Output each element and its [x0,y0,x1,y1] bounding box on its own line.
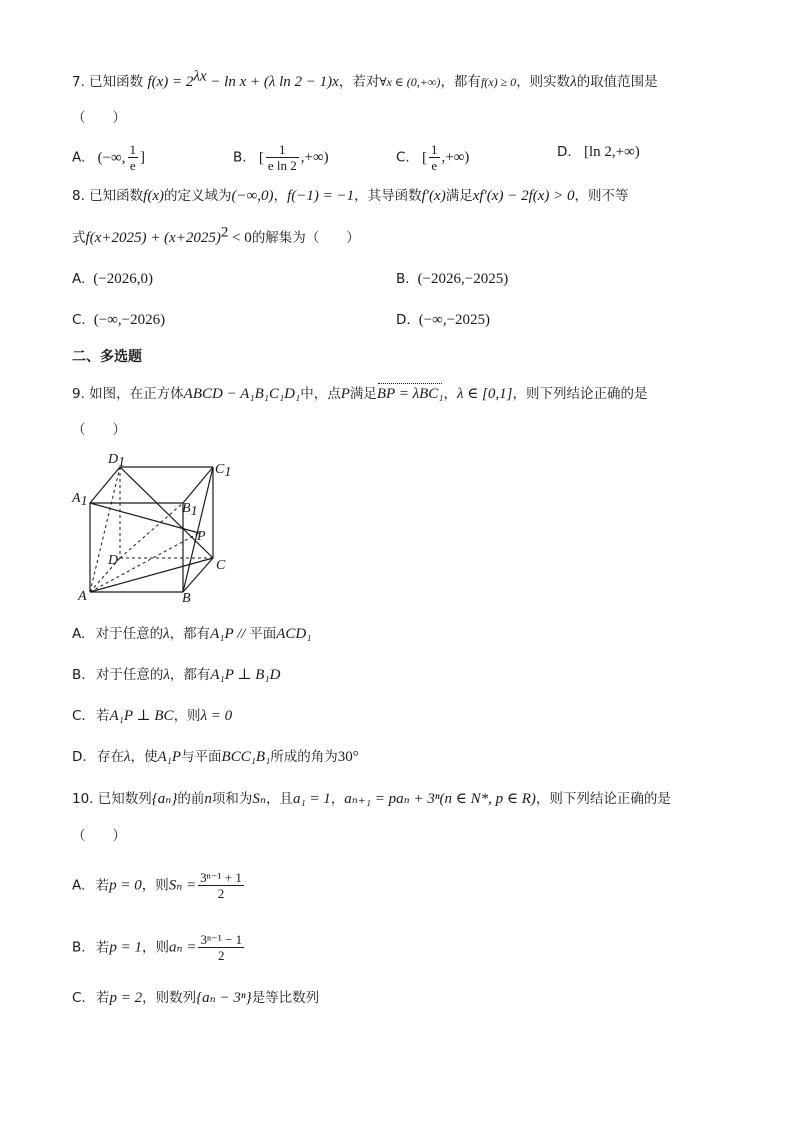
q7-number: 7. [72,74,90,90]
q7-option-b[interactable]: B. [ $\frac{1}{\text{e ln 2}}$ ,+∞) [233,142,329,173]
label-d1: D1 [108,452,126,470]
q7-option-c[interactable]: C. [ $\frac{1}{e}$ ,+∞) [396,142,470,173]
q9-option-d[interactable]: D. 存在λ，使A₁P与平面BCC₁B₁所成的角为30° [72,749,359,765]
label-b: B [182,591,191,606]
cube-figure [68,448,238,608]
section-heading: 二、多选题 [72,349,142,365]
label-b1: B1 [182,501,198,519]
q8-stem: 8. 已知函数f(x)的定义域为(−∞,0)，f(−1) = −1，其导函数f′(x)满足xf′(x) − 2f(x) > 0，则不等 [72,188,629,204]
label-d: D [108,553,119,568]
q9-option-c[interactable]: C. 若A₁P ⊥ BC，则λ = 0 [72,708,233,724]
q10-option-a[interactable]: A. 若p = 0，则Sₙ = $\frac{\text{3ⁿ⁻¹ + 1}}{2}$ [72,870,242,901]
q8-option-a[interactable]: A. (−2026,0) [72,271,153,287]
q7-stem: 7. 已知函数 $f(x) = 2^{\lambda x} - \ln x + (\lambda$ ln 2 − 1)x，若对∀x ∈ (0,+∞)，都有f(x) ≥ 0，则实数λ的取值范围是 [72,68,658,90]
q9-option-a[interactable]: A. 对于任意的λ，都有A₁P // 平面ACD₁ [72,626,312,642]
q10-paren: （ ） [72,828,126,844]
q8-option-c[interactable]: C. (−∞,−2026) [72,312,166,328]
q9-option-b[interactable]: B. 对于任意的λ，都有A₁P ⊥ B₁D [72,667,281,683]
q7-paren: （ ） [72,110,126,126]
label-c: C [216,558,226,573]
q8-stem-line2: 式$f(x+2025) + (x+2025)^2 < 0$的解集为（ ） [72,224,360,246]
q10-option-c[interactable]: C. 若p = 2，则数列{aₙ − 3ⁿ}是等比数列 [72,990,320,1006]
q9-paren: （ ） [72,422,126,438]
q10-stem: 10. 已知数列{aₙ}的前n项和为Sₙ，且a₁ = 1，aₙ₊₁ = paₙ + 3ⁿ(n ∈ N*, p ∈ R)，则下列结论正确的是 [72,791,671,807]
q10-option-b[interactable]: B. 若p = 1，则aₙ = $\frac{\text{3ⁿ⁻¹ − 1}}{2}$ [72,932,243,963]
q7-option-a[interactable]: A. (−∞, $\frac{1}{e}$ ] [72,142,145,173]
label-c1: C1 [215,462,232,480]
q7-option-d[interactable]: D. [ln 2,+∞) [557,144,640,160]
q8-option-b[interactable]: B. (−2026,−2025) [396,271,509,287]
q8-number: 8. [72,188,90,204]
q8-option-d[interactable]: D. (−∞,−2025) [396,312,491,328]
q9-number: 9. [72,386,90,402]
label-a1: A1 [72,491,88,509]
q10-number: 10. [72,791,98,807]
label-a: A [78,589,87,604]
label-p: P [197,529,206,544]
q9-stem: 9. 如图，在正方体ABCD − A₁B₁C₁D₁中，点P满足BP = λBC₁，λ ∈ [0,1]，则下列结论正确的是 [72,386,648,402]
